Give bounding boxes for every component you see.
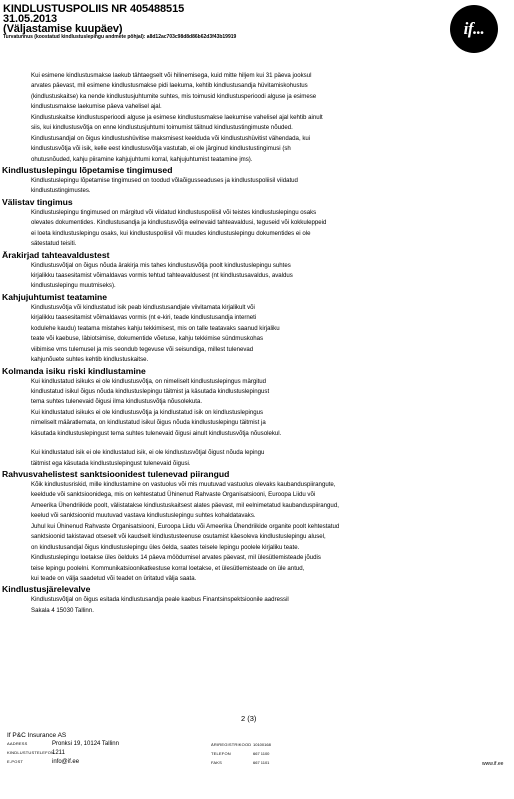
page-number: 2 (3)	[241, 714, 257, 723]
document-header	[3, 4, 423, 40]
text-line: kindlustusvõtja või isik, kelle eest kindlustusvõtja vastutab, ei ole järginud kindlustustingimusi (sh	[31, 145, 291, 153]
text-line: Kindlustuslepingu lõpetamise tingimused on toodud võlaõigusseaduses ja kindlustuspoliisil viidatud	[31, 176, 298, 184]
text-line: Kindlustusvõtja või kindlustatud isik peab kindlustusandjale viivitamata kirjalikult või	[31, 303, 255, 311]
fax-row	[211, 760, 269, 766]
security-hash: Turvatunnus (koostatud kindlustuslepingu andmete põhjal): a8d12ac703c98d8d86b62d3f43b19919	[3, 34, 237, 40]
section-heading: Ärakirjad tahteavaldustest	[2, 249, 110, 260]
paragraph-gap	[0, 439, 514, 448]
body-paragraph	[0, 176, 514, 197]
reg-value: 10100168	[253, 742, 271, 747]
text-line: kindlustuslepingu muutmiseks).	[31, 282, 116, 290]
address-label: AADRESS	[7, 741, 28, 746]
text-line: tema suhtes tulenevaid õigusi ilma kindlustusvõtja nõusolekuta.	[31, 398, 203, 406]
section-heading: Rahvusvahelistest sanktsioonidest tulenevad piirangud	[2, 469, 230, 479]
text-line: Sakala 4 15030 Tallinn.	[31, 606, 94, 614]
text-line: Kindlustuslepingu tingimused on märgitud või viidatud kindlustuspoliisil või teistes kindlustuslepingu osaks	[31, 208, 317, 216]
text-line: ei loeta kindlustuslepingu osaks, kui kindlustuspoliisil või muudes kindlustuslepingu dokumentides ei ole	[31, 229, 311, 237]
text-line: keelud või sanktsioonid muutuvad vastava kindlustuslepingu suhtes kohaldatavaks.	[31, 512, 256, 520]
text-line: Ameerika Ühendriikide poolt, välistatakse kindlustuskaitsest alates päevast, mil eelnimetatud kaubanduspiirangud,	[31, 501, 339, 509]
text-line: teise lepingu poolelni. Kommunikatsioonikatkestuse korral loetakse, et ülesütlemisteade on üle antud,	[31, 564, 305, 572]
text-line: Kui kindlustatud isik ei ole kindlustatud isik, ei ole kindlustusvõtjal õigust nõuda lepingu	[31, 449, 265, 457]
text-line: kindlustusmakse laekumise päeva vahelisel ajal.	[31, 103, 162, 111]
text-line: kirjalikku taasesitamist võimaldavas vormis tehtud tahteavaldusest (nt kindlustusavaldus, avaldus	[31, 272, 293, 279]
text-line: arvates päevast, mil esimene kindlustusmakse pidi laekuma, kehtib kindlustusandja hüvitamiskohustus	[31, 82, 308, 90]
text-line: siis, kui kindlustusvõtja on enne kindlustusjuhtumi toimumist täitnud kindlustustingimuste nõuded.	[31, 124, 293, 132]
logo-text: if...	[463, 19, 485, 38]
text-line: keeldude või sanktsioonidega, mis on kehtestatud Ühinenud Rahvaste Organisatsiooni, Euroopa Liidu või	[31, 491, 316, 499]
body-paragraph	[0, 377, 514, 440]
insurance-phone-row	[7, 750, 65, 756]
body-paragraph	[0, 261, 514, 292]
text-line: Kindlustusvõtjal on õigus esitada kindlustusandja peale kaebus Finantsinspektsioonile aadressil	[31, 596, 289, 604]
text-line: kindlustatud isikul õigus nõuda kindlustuslepingu täitmist ja käsutada kindlustuslepingust	[31, 387, 270, 395]
text-line: Kui kindlustatud isikuks ei ole kindlustusvõtja ja kindlustatud isik on kindlustuslepingus	[31, 408, 264, 416]
text-line: Kui esimene kindlustusmakse laekub tähtaegselt või hilinemisega, kuid mitte hiljem kui 31 päeva jooksul	[31, 72, 312, 79]
text-line: kirjalikku taasesitamist võimaldavas vormis (nt e-kiri, teade kindlustusandja interneti	[31, 314, 257, 322]
text-line: kindlustustingimustes.	[31, 187, 91, 195]
body-paragraph	[0, 303, 514, 366]
body-paragraph	[0, 480, 514, 584]
policy-title: KINDLUSTUSPOLIIS NR 405488515	[3, 3, 185, 15]
reg-label: ÄRIREGISTRIKOOD	[211, 742, 252, 747]
text-line: Juhul kui Ühinenud Rahvaste Organisatsiooni, Euroopa Liidu või Ameerika Ühendriikide organite poolt kehtestatud	[31, 522, 340, 530]
text-line: ohutusnõuded, kahju piiramine kahjujuhtumi korral, kahjujuhtumist teatamine jms).	[31, 155, 253, 163]
address-value: Pronksi 19, 10124 Tallinn	[52, 741, 119, 747]
tel-value: 667 1100	[253, 751, 270, 756]
fax-value: 667 1101	[253, 760, 270, 765]
text-line: kodulehe kaudu) teatama mistahes kahju tekkimisest, mis on talle teatavaks saanud kirjaliku	[31, 324, 280, 332]
website-link[interactable]: www.if.ee	[482, 761, 504, 767]
email-label: E-POST	[7, 759, 24, 764]
text-line: on kindlustusandjal õigus kindlustuslepingu üles öelda, saates teisele lepingu poolele kirjaliku teate.	[31, 543, 300, 551]
text-line: Kindlustuslepingu loetakse üles öelduks 14 päeva möödumisel arvates päevast, mil ülesütlemisteade jõudis	[31, 554, 321, 562]
text-line: sanktsioonid takistavad otseselt või kaudselt kindlustusteenuse osutamist käesoleva kindlustuslepingu alusel,	[31, 533, 326, 541]
text-line: Kui kindlustatud isikuks ei ole kindlustusvõtja, on nimeliselt kindlustuslepingus märgitud	[31, 377, 267, 385]
text-line: Kindlustusandjal on õigus kindlustushüvitise maksmisest keelduda või kindlustushüvitist vähendada, kui	[31, 134, 311, 142]
text-line: käsutada kindlustuslepingust tema suhtes tulenevaid õigusi ainult kindlustusvõtja nõusolekul.	[31, 429, 282, 437]
tel-row	[211, 751, 269, 757]
issue-date: 31.05.2013	[3, 13, 58, 25]
address-row	[7, 741, 119, 747]
text-line: viibimise vms tulemusel ja mis seondub tegevuse või seisundiga, millest tulenevad	[31, 345, 254, 353]
body-paragraph	[0, 71, 514, 165]
text-line: teate või kaebuse, läbiotsimise, dokumentide võetuse, kahju tekkimise sündmuskohas	[31, 335, 264, 343]
section-heading: Kahjujuhtumist teatamine	[2, 291, 108, 302]
text-line: kahjunõuete suhtes kehtib kindlustuskaitse.	[31, 356, 149, 364]
text-line: Kindlustuskaitse kindlustusperioodi alguse ja esimese kindlustusmakse laekumise vahelisel ajal kehtib ainult	[31, 113, 323, 121]
section-heading: Kindlustuslepingu lõpetamise tingimused	[2, 164, 173, 175]
body-paragraph	[0, 208, 514, 250]
insurance-phone-label: KINDLUSTUSTELEFON	[7, 750, 55, 755]
tel-label: TELEFON	[211, 751, 231, 756]
section-heading: Kindlustusjärelevalve	[2, 584, 91, 595]
body-paragraph	[0, 448, 514, 469]
section-heading: Välistav tingimus	[2, 196, 73, 207]
company-name: If P&C Insurance AS	[7, 732, 67, 739]
issue-date-caption: (Väljastamise kuupäev)	[3, 23, 123, 35]
text-line: kui teade on välja saadetud või teadet on üritatud välja saata.	[31, 574, 197, 582]
text-line: Kindlustusvõtjal on õigus nõuda ärakirja mis tahes kindlustusvõtja poolt kindlustuslepingu suhtes	[31, 261, 291, 269]
text-line: sätestatud teisiti.	[31, 240, 77, 248]
text-line: (kindlustuskaitse) ka nende kindlustusjuhtumite suhtes, mis toimusid kindlustusperioodi alguse ja esimese	[31, 92, 317, 100]
text-line: nimeliselt määratlemata, on kindlustatud isikul õigus nõuda kindlustuslepingu täitmist ja	[31, 419, 266, 427]
email-link[interactable]: info@if.ee	[52, 759, 80, 765]
reg-row	[211, 742, 271, 748]
body-paragraph	[0, 595, 514, 616]
insurance-phone-value: 1211	[52, 750, 65, 756]
text-line: olevates dokumentides. Kindlustusandja ja kindlustusvõtja eelnevaid tahteavaldusi, teguseid või kokkuleppeid	[31, 219, 327, 227]
if-logo	[450, 5, 498, 53]
text-line: täitmist ega käsutada kindlustuslepingust tulenevaid õigusi.	[31, 459, 191, 467]
fax-label: FAKS	[211, 760, 223, 765]
document-body	[0, 71, 514, 616]
email-row	[7, 759, 79, 765]
section-heading: Kolmanda isiku riski kindlustamine	[2, 365, 146, 376]
text-line: Kõik kindlustusriskid, mille kindlustamine on vastuolus või mis muutuvad vastuolus olevaks kaubanduspiirangute,	[31, 481, 336, 488]
